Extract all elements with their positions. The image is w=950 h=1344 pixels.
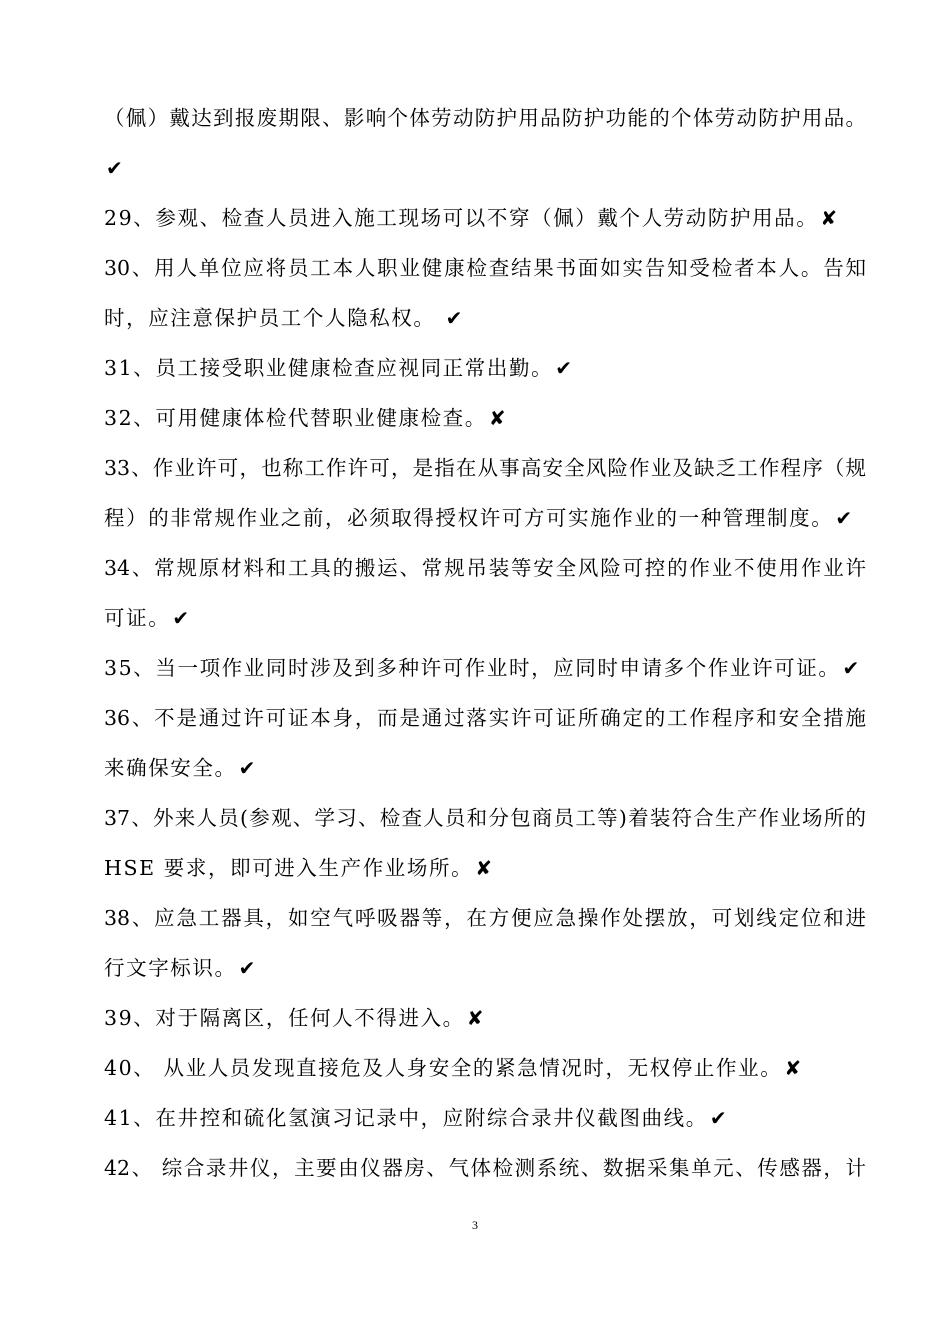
line-text: 36、不是通过许可证本身，而是通过落实许可证所确定的工作程序和安全措施 — [104, 706, 866, 730]
check-mark-icon: ✔ — [445, 306, 464, 330]
cross-mark-icon: ✘ — [475, 856, 494, 880]
text-line — [104, 593, 866, 643]
line-text: 32、可用健康体检代替职业健康检查。 — [104, 406, 487, 430]
line-text: 35、当一项作业同时涉及到多种许可作业时，应同时申请多个作业许可证。 — [104, 656, 841, 680]
text-line — [104, 493, 866, 543]
line-text: 行文字标识。 — [104, 956, 237, 980]
text-line — [104, 393, 866, 443]
text-line — [104, 943, 866, 993]
cross-mark-icon: ✘ — [466, 1006, 486, 1030]
line-text: 37、外来人员(参观、学习、检查人员和分包商员工等)着装符合生产作业场所的 — [104, 806, 866, 830]
line-text: （佩）戴达到报废期限、影响个体劳动防护用品防护功能的个体劳动防护用品。 — [104, 106, 866, 130]
line-text: 41、在井控和硫化氢演习记录中，应附综合录井仪截图曲线。 — [104, 1106, 708, 1130]
text-line — [104, 843, 866, 893]
text-line — [104, 743, 866, 793]
text-line — [104, 243, 866, 293]
line-text: 31、员工接受职业健康检查应视同正常出勤。 — [104, 356, 554, 380]
text-line — [104, 993, 866, 1043]
line-text: 可证。 — [104, 606, 171, 630]
line-text: 33、作业许可，也称工作许可，是指在从事高安全风险作业及缺乏工作程序（规 — [104, 456, 866, 480]
text-line — [104, 1143, 866, 1193]
line-text: 40、 从业人员发现直接危及人身安全的紧急情况时，无权停止作业。 — [104, 1056, 783, 1080]
check-mark-icon: ✔ — [106, 156, 125, 180]
line-text: 42、 综合录井仪，主要由仪器房、气体检测系统、数据采集单元、传感器，计 — [104, 1156, 866, 1180]
text-line — [104, 93, 866, 143]
line-text: 时，应注意保护员工个人隐私权。 — [104, 306, 444, 330]
check-mark-icon: ✔ — [172, 606, 191, 630]
document-body — [104, 93, 866, 1193]
line-text: 30、用人单位应将员工本人职业健康检查结果书面如实告知受检者本人。告知 — [104, 256, 866, 280]
line-text: 程）的非常规作业之前，必须取得授权许可方可实施作业的一种管理制度。 — [104, 506, 834, 530]
line-text: 来确保安全。 — [104, 756, 237, 780]
line-text: 34、常规原材料和工具的搬运、常规吊装等安全风险可控的作业不使用作业许 — [104, 556, 866, 580]
text-line — [104, 643, 866, 693]
cross-mark-icon: ✘ — [784, 1056, 803, 1080]
text-line — [104, 143, 866, 193]
check-mark-icon: ✔ — [555, 356, 574, 380]
line-text: 39、对于隔离区，任何人不得进入。 — [104, 1006, 465, 1030]
text-line — [104, 543, 866, 593]
check-mark-icon: ✔ — [238, 956, 257, 980]
text-line — [104, 1093, 866, 1143]
text-line — [104, 193, 866, 243]
text-line — [104, 293, 866, 343]
line-text: 38、应急工器具，如空气呼吸器等，在方便应急操作处摆放，可划线定位和进 — [104, 906, 866, 930]
page-number: 3 — [472, 1218, 478, 1232]
check-mark-icon: ✔ — [835, 506, 854, 530]
line-text: HSE 要求，即可进入生产作业场所。 — [104, 856, 474, 880]
text-line — [104, 793, 866, 843]
text-line — [104, 693, 866, 743]
cross-mark-icon: ✘ — [488, 406, 508, 430]
check-mark-icon: ✔ — [709, 1106, 729, 1130]
text-line — [104, 893, 866, 943]
check-mark-icon: ✔ — [238, 756, 257, 780]
text-line — [104, 343, 866, 393]
check-mark-icon: ✔ — [842, 656, 861, 680]
cross-mark-icon: ✘ — [820, 206, 839, 230]
text-line — [104, 443, 866, 493]
line-text: 29、参观、检查人员进入施工现场可以不穿（佩）戴个人劳动防护用品。 — [104, 206, 819, 230]
text-line — [104, 1043, 866, 1093]
